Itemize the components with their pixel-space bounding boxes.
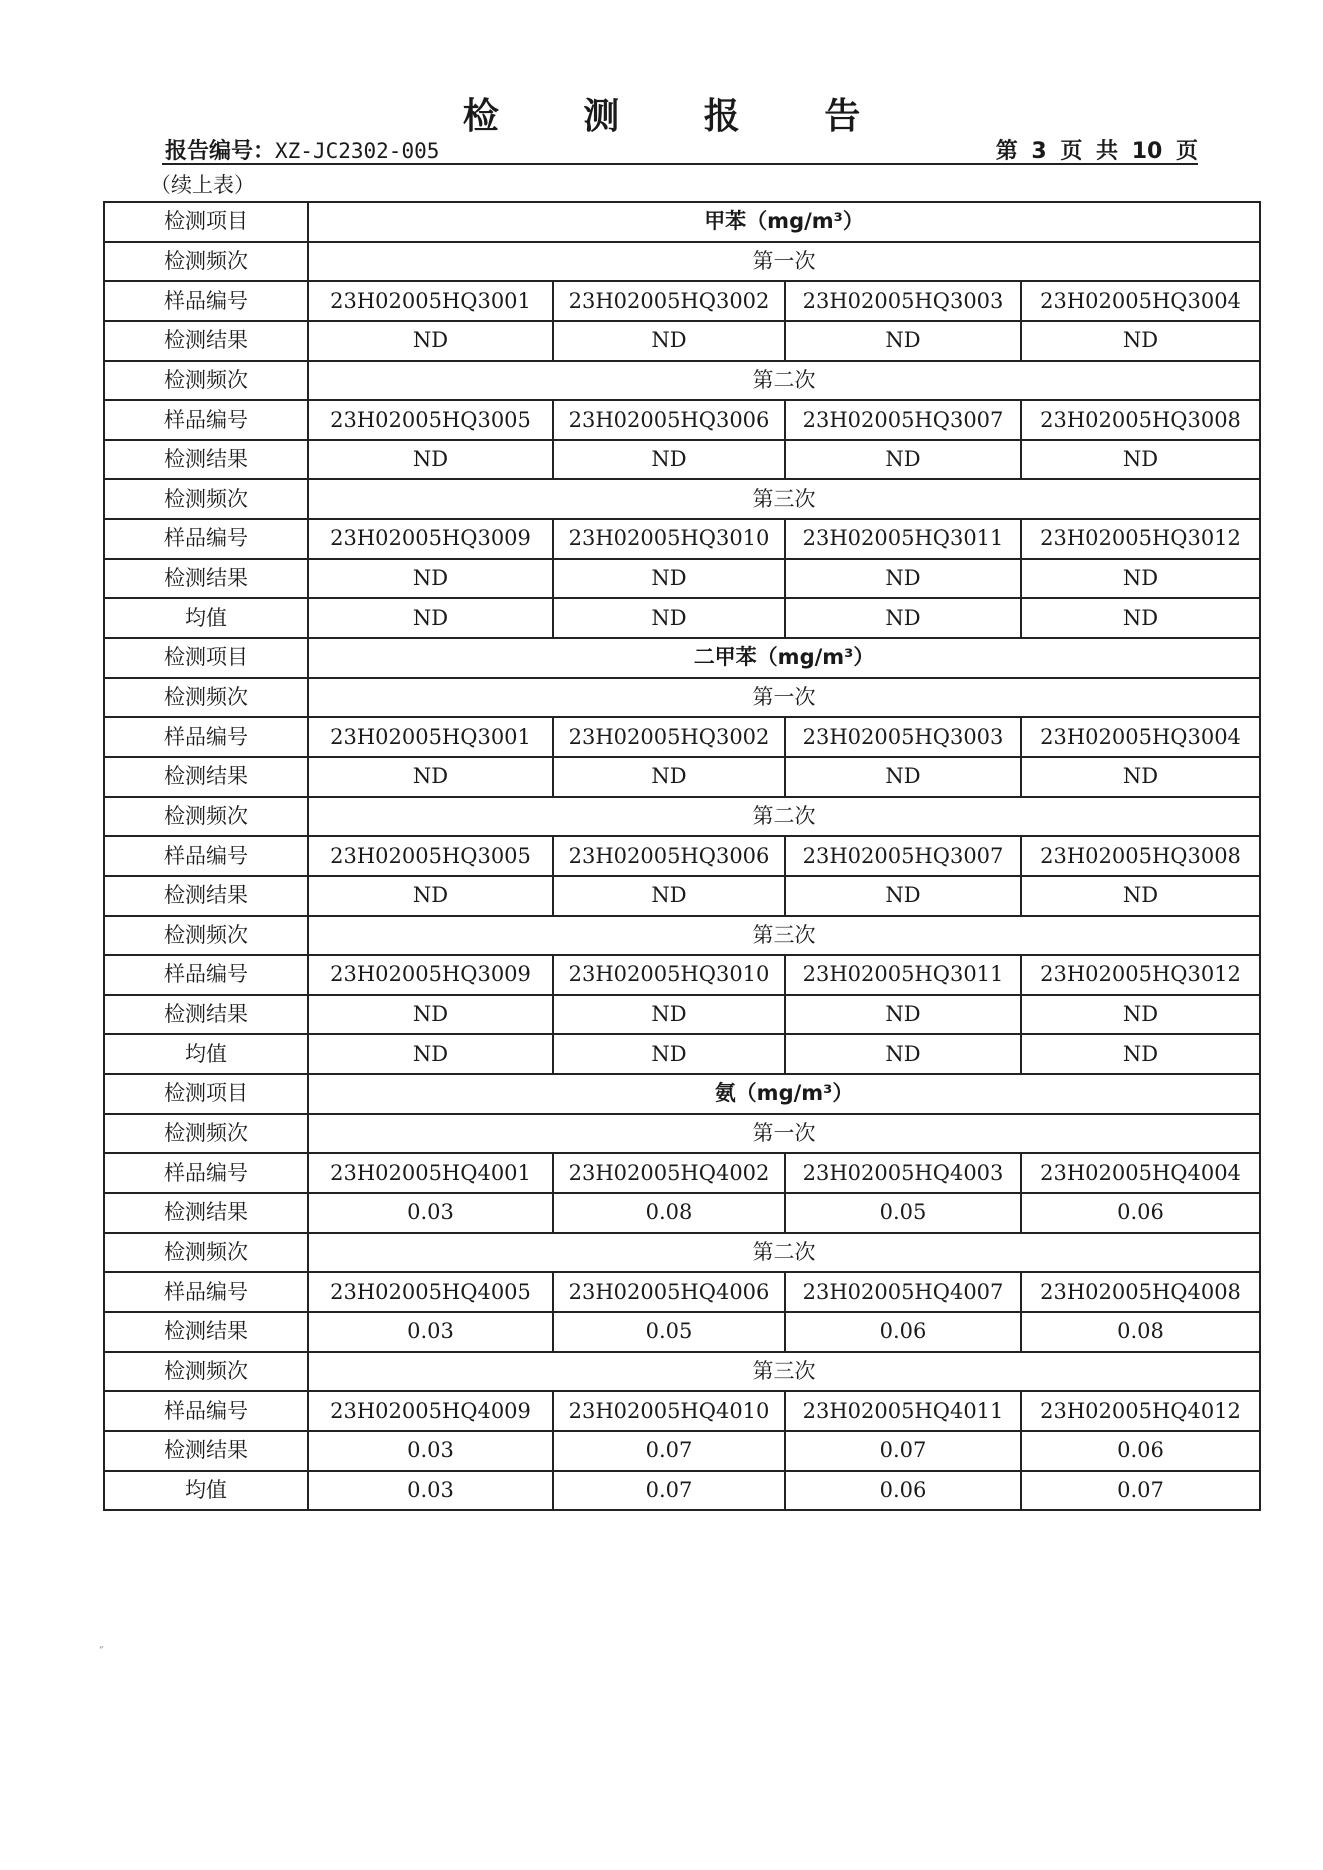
result-value: 0.06 <box>785 1312 1021 1352</box>
frequency-label: 检测频次 <box>104 361 308 401</box>
frequency-value: 第二次 <box>308 361 1260 401</box>
sample-id: 23H02005HQ4004 <box>1021 1153 1260 1193</box>
sample-label: 样品编号 <box>104 1153 308 1193</box>
result-value: 0.07 <box>785 1431 1021 1471</box>
result-value: ND <box>553 995 785 1035</box>
mean-label: 均值 <box>104 1471 308 1511</box>
result-value: ND <box>553 876 785 916</box>
result-value: 0.07 <box>553 1431 785 1471</box>
sample-id: 23H02005HQ3001 <box>308 281 553 321</box>
report-number-value: XZ-JC2302-005 <box>275 139 440 163</box>
result-value: ND <box>308 995 553 1035</box>
sample-label: 样品编号 <box>104 400 308 440</box>
sample-id: 23H02005HQ4010 <box>553 1391 785 1431</box>
sample-row <box>104 281 1260 321</box>
sample-id: 23H02005HQ3006 <box>553 400 785 440</box>
sample-id: 23H02005HQ4005 <box>308 1272 553 1312</box>
item-label: 检测项目 <box>104 1074 308 1114</box>
item-name: 氨（mg/m³） <box>308 1074 1260 1114</box>
mean-value: ND <box>1021 598 1260 638</box>
sample-label: 样品编号 <box>104 836 308 876</box>
result-value: ND <box>308 440 553 480</box>
frequency-row <box>104 479 1260 519</box>
sample-id: 23H02005HQ4006 <box>553 1272 785 1312</box>
frequency-value: 第一次 <box>308 1114 1260 1154</box>
sample-id: 23H02005HQ4009 <box>308 1391 553 1431</box>
frequency-label: 检测频次 <box>104 242 308 282</box>
frequency-label: 检测频次 <box>104 479 308 519</box>
frequency-value: 第一次 <box>308 242 1260 282</box>
mean-row <box>104 1471 1260 1511</box>
frequency-value: 第三次 <box>308 479 1260 519</box>
frequency-label: 检测频次 <box>104 1114 308 1154</box>
sample-id: 23H02005HQ3010 <box>553 955 785 995</box>
sample-id: 23H02005HQ4011 <box>785 1391 1021 1431</box>
report-number <box>165 134 439 165</box>
result-row <box>104 559 1260 599</box>
sample-id: 23H02005HQ4002 <box>553 1153 785 1193</box>
sample-id: 23H02005HQ3004 <box>1021 281 1260 321</box>
result-value: ND <box>785 757 1021 797</box>
result-row <box>104 1312 1260 1352</box>
sample-label: 样品编号 <box>104 281 308 321</box>
mean-value: 0.07 <box>1021 1471 1260 1511</box>
mean-row <box>104 1034 1260 1074</box>
frequency-value: 第一次 <box>308 678 1260 718</box>
report-number-label: 报告编号： <box>165 139 276 164</box>
mean-value: ND <box>308 598 553 638</box>
frequency-label: 检测频次 <box>104 1233 308 1273</box>
results-table <box>103 201 1261 1511</box>
frequency-label: 检测频次 <box>104 916 308 956</box>
sample-id: 23H02005HQ3004 <box>1021 717 1260 757</box>
report-title: 检 测 报 告 <box>462 96 897 137</box>
sample-id: 23H02005HQ3008 <box>1021 400 1260 440</box>
mean-value: ND <box>785 1034 1021 1074</box>
mean-label: 均值 <box>104 1034 308 1074</box>
sample-row <box>104 1391 1260 1431</box>
result-row <box>104 876 1260 916</box>
result-row <box>104 321 1260 361</box>
mean-value: ND <box>308 1034 553 1074</box>
frequency-row <box>104 797 1260 837</box>
result-value: ND <box>1021 876 1260 916</box>
result-value: ND <box>308 876 553 916</box>
continued-note: （续上表） <box>150 173 255 197</box>
sample-row <box>104 1153 1260 1193</box>
sample-label: 样品编号 <box>104 1272 308 1312</box>
result-value: ND <box>553 757 785 797</box>
mean-value: 0.03 <box>308 1471 553 1511</box>
frequency-value: 第三次 <box>308 916 1260 956</box>
result-value: ND <box>785 559 1021 599</box>
result-value: ND <box>308 757 553 797</box>
frequency-row <box>104 1352 1260 1392</box>
sample-row <box>104 1272 1260 1312</box>
sample-row <box>104 955 1260 995</box>
sample-id: 23H02005HQ3009 <box>308 519 553 559</box>
sample-id: 23H02005HQ3003 <box>785 717 1021 757</box>
sample-id: 23H02005HQ3012 <box>1021 519 1260 559</box>
sample-id: 23H02005HQ3002 <box>553 717 785 757</box>
sample-id: 23H02005HQ3007 <box>785 400 1021 440</box>
item-name: 甲苯（mg/m³） <box>308 202 1260 242</box>
result-value: 0.08 <box>553 1193 785 1233</box>
mean-label: 均值 <box>104 598 308 638</box>
frequency-value: 第三次 <box>308 1352 1260 1392</box>
result-value: ND <box>785 876 1021 916</box>
result-row <box>104 995 1260 1035</box>
sample-id: 23H02005HQ4003 <box>785 1153 1021 1193</box>
result-value: ND <box>1021 995 1260 1035</box>
sample-id: 23H02005HQ4007 <box>785 1272 1021 1312</box>
result-label: 检测结果 <box>104 876 308 916</box>
result-value: 0.05 <box>785 1193 1021 1233</box>
result-value: 0.05 <box>553 1312 785 1352</box>
frequency-value: 第二次 <box>308 797 1260 837</box>
result-value: 0.06 <box>1021 1193 1260 1233</box>
item-row <box>104 202 1260 242</box>
sample-row <box>104 519 1260 559</box>
sample-id: 23H02005HQ3002 <box>553 281 785 321</box>
frequency-row <box>104 1114 1260 1154</box>
result-value: ND <box>308 559 553 599</box>
sample-id: 23H02005HQ4001 <box>308 1153 553 1193</box>
result-value: ND <box>1021 321 1260 361</box>
sample-label: 样品编号 <box>104 1391 308 1431</box>
mean-row <box>104 598 1260 638</box>
result-label: 检测结果 <box>104 1431 308 1471</box>
result-value: ND <box>553 559 785 599</box>
sample-id: 23H02005HQ3011 <box>785 519 1021 559</box>
mean-value: ND <box>553 1034 785 1074</box>
result-row <box>104 1431 1260 1471</box>
mean-value: 0.07 <box>553 1471 785 1511</box>
sample-id: 23H02005HQ3011 <box>785 955 1021 995</box>
result-value: ND <box>1021 440 1260 480</box>
result-label: 检测结果 <box>104 995 308 1035</box>
frequency-row <box>104 242 1260 282</box>
result-value: 0.03 <box>308 1312 553 1352</box>
result-value: ND <box>308 321 553 361</box>
frequency-label: 检测频次 <box>104 797 308 837</box>
sample-id: 23H02005HQ3006 <box>553 836 785 876</box>
result-label: 检测结果 <box>104 1193 308 1233</box>
frequency-row <box>104 1233 1260 1273</box>
result-value: 0.03 <box>308 1431 553 1471</box>
mean-value: ND <box>553 598 785 638</box>
item-row <box>104 1074 1260 1114</box>
mean-value: 0.06 <box>785 1471 1021 1511</box>
sample-label: 样品编号 <box>104 955 308 995</box>
frequency-row <box>104 678 1260 718</box>
result-value: ND <box>785 321 1021 361</box>
item-label: 检测项目 <box>104 202 308 242</box>
sample-label: 样品编号 <box>104 717 308 757</box>
sample-id: 23H02005HQ3001 <box>308 717 553 757</box>
result-value: ND <box>553 440 785 480</box>
result-label: 检测结果 <box>104 757 308 797</box>
result-value: ND <box>1021 757 1260 797</box>
frequency-value: 第二次 <box>308 1233 1260 1273</box>
result-label: 检测结果 <box>104 321 308 361</box>
scan-mark: ˝ <box>98 1645 104 1659</box>
sample-id: 23H02005HQ3007 <box>785 836 1021 876</box>
mean-value: ND <box>785 598 1021 638</box>
page-info: 第 3 页 共 10 页 <box>995 139 1198 164</box>
item-name: 二甲苯（mg/m³） <box>308 638 1260 678</box>
item-row <box>104 638 1260 678</box>
result-row <box>104 757 1260 797</box>
result-value: ND <box>785 440 1021 480</box>
sample-id: 23H02005HQ3009 <box>308 955 553 995</box>
result-label: 检测结果 <box>104 559 308 599</box>
result-value: 0.06 <box>1021 1431 1260 1471</box>
sample-id: 23H02005HQ4008 <box>1021 1272 1260 1312</box>
result-value: 0.08 <box>1021 1312 1260 1352</box>
sample-id: 23H02005HQ3003 <box>785 281 1021 321</box>
sample-id: 23H02005HQ3012 <box>1021 955 1260 995</box>
header-rule <box>162 163 1198 165</box>
item-label: 检测项目 <box>104 638 308 678</box>
sample-id: 23H02005HQ3008 <box>1021 836 1260 876</box>
sample-id: 23H02005HQ4012 <box>1021 1391 1260 1431</box>
result-value: 0.03 <box>308 1193 553 1233</box>
frequency-row <box>104 361 1260 401</box>
result-label: 检测结果 <box>104 440 308 480</box>
sample-label: 样品编号 <box>104 519 308 559</box>
result-row <box>104 440 1260 480</box>
mean-value: ND <box>1021 1034 1260 1074</box>
frequency-label: 检测频次 <box>104 1352 308 1392</box>
result-value: ND <box>1021 559 1260 599</box>
sample-id: 23H02005HQ3005 <box>308 400 553 440</box>
result-row <box>104 1193 1260 1233</box>
sample-row <box>104 717 1260 757</box>
result-value: ND <box>553 321 785 361</box>
sample-row <box>104 836 1260 876</box>
sample-row <box>104 400 1260 440</box>
result-value: ND <box>785 995 1021 1035</box>
frequency-label: 检测频次 <box>104 678 308 718</box>
sample-id: 23H02005HQ3005 <box>308 836 553 876</box>
frequency-row <box>104 916 1260 956</box>
sample-id: 23H02005HQ3010 <box>553 519 785 559</box>
result-label: 检测结果 <box>104 1312 308 1352</box>
